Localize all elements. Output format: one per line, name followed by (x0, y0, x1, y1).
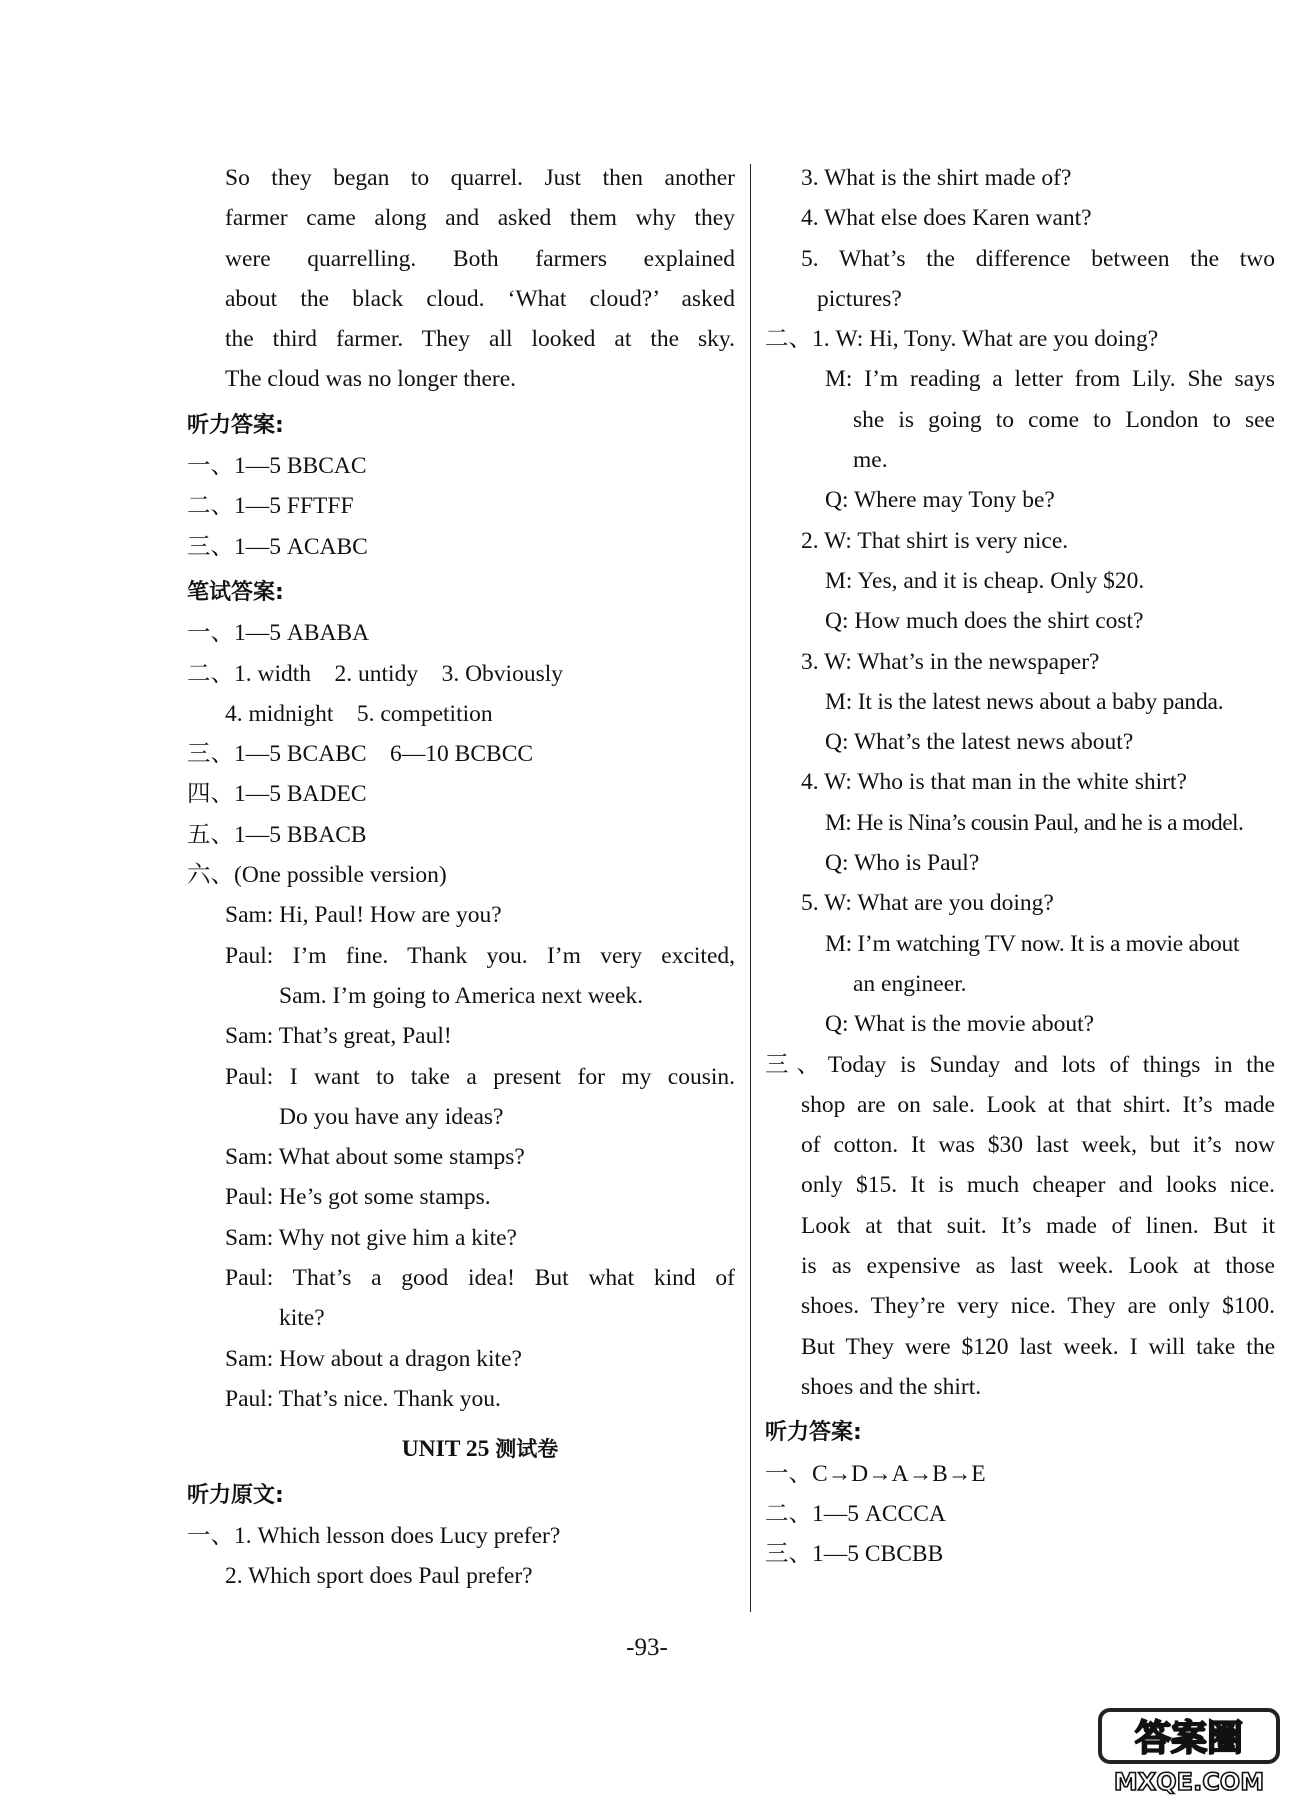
question-line: pictures? (817, 285, 902, 312)
passage-line: But They were $120 last week. I will take the (801, 1333, 1275, 1360)
answer-line: 4. midnight 5. competition (225, 700, 493, 727)
dialog-line: 二、1. W: Hi, Tony. What are you doing? (765, 326, 1159, 353)
watermark-top-text: 答案圈 (1134, 1718, 1244, 1759)
left-column (187, 158, 735, 1596)
dialog-line: Paul: I want to take a present for my cousin. (225, 1063, 735, 1090)
passage-line: Look at that suit. It’s made of linen. But it (801, 1212, 1275, 1239)
answer-line: 一、1—5 BBCAC (187, 453, 367, 480)
story-line: were quarrelling. Both farmers explained (225, 245, 735, 272)
watermark-logo (1094, 1706, 1284, 1798)
dialog-line: Sam: Hi, Paul! How are you? (225, 902, 502, 929)
dialog-line: M: It is the latest news about a baby panda. (825, 688, 1224, 715)
dialog-line: M: Yes, and it is cheap. Only $20. (825, 567, 1145, 594)
passage-line: only $15. It is much cheaper and looks nice. (801, 1172, 1275, 1199)
answer-line: 五、1—5 BBACB (187, 821, 367, 848)
story-line: The cloud was no longer there. (225, 366, 517, 393)
question-line: 5. What’s the difference between the two (801, 245, 1275, 272)
dialog-line: M: I’m reading a letter from Lily. She says (825, 366, 1275, 393)
story-line: the third farmer. They all looked at the sky. (225, 326, 735, 353)
answer-line: 三、1—5 ACABC (187, 533, 368, 560)
dialog-line: Q: How much does the shirt cost? (825, 608, 1144, 635)
story-line: farmer came along and asked them why they (225, 205, 735, 232)
listening-source-heading: 听力原文: (187, 1482, 284, 1508)
unit-title (225, 1429, 735, 1469)
dialog-line: Paul: That’s a good idea! But what kind of (225, 1265, 735, 1292)
right-column (765, 158, 1275, 1574)
page-number: -93- (626, 1634, 668, 1661)
answer-line: 三、1—5 CBCBB (765, 1541, 944, 1568)
dialog-line: Q: Where may Tony be? (825, 487, 1055, 514)
dialog-line: Do you have any ideas? (279, 1103, 504, 1130)
question-line: 4. What else does Karen want? (801, 205, 1092, 232)
dialog-line: M: He is Nina’s cousin Paul, and he is a model. (825, 809, 1244, 836)
answer-line: 二、1—5 ACCCA (765, 1500, 946, 1527)
dialog-line: 3. W: What’s in the newspaper? (801, 648, 1100, 675)
watermark-bottom-text: MXQE.COM (1113, 1768, 1265, 1796)
dialog-line: 2. W: That shirt is very nice. (801, 527, 1069, 554)
dialog-line: she is going to come to London to see (853, 406, 1275, 433)
story-line: about the black cloud. ‘What cloud?’ asked (225, 285, 735, 312)
column-divider (750, 164, 751, 1612)
dialog-line: an engineer. (853, 970, 967, 997)
source-line: 2. Which sport does Paul prefer? (225, 1563, 533, 1590)
dialog-line: Paul: That’s nice. Thank you. (225, 1385, 501, 1412)
source-line: 一、1. Which lesson does Lucy prefer? (187, 1522, 561, 1549)
passage-line: 三、Today is Sunday and lots of things in the (765, 1051, 1275, 1078)
answer-line: 二、1. width 2. untidy 3. Obviously (187, 660, 564, 687)
dialog-line: Sam: That’s great, Paul! (225, 1023, 452, 1050)
unit-title-en: UNIT 25 (401, 1436, 490, 1463)
question-line: 3. What is the shirt made of? (801, 165, 1072, 191)
story-line: So they began to quarrel. Just then another (225, 165, 735, 191)
dialog-line: me. (853, 447, 888, 474)
written-answers-heading: 笔试答案: (187, 579, 284, 605)
answer-line: 一、C→D→A→B→E (765, 1460, 986, 1487)
dialog-line: kite? (279, 1305, 325, 1332)
answer-line: 四、1—5 BADEC (187, 781, 367, 808)
dialog-line: M: I’m watching TV now. It is a movie about (825, 930, 1240, 957)
dialog-line: Paul: He’s got some stamps. (225, 1184, 491, 1211)
dialog-line: Paul: I’m fine. Thank you. I’m very excited, (225, 942, 735, 969)
dialog-line: 4. W: Who is that man in the white shirt? (801, 769, 1187, 796)
dialog-line: Q: What’s the latest news about? (825, 729, 1134, 756)
passage-line: shoes. They’re very nice. They are only $100. (801, 1293, 1275, 1320)
answer-line: 三、1—5 BCABC 6—10 BCBCC (187, 741, 534, 768)
passage-line: shoes and the shirt. (801, 1373, 982, 1400)
answer-line: 一、1—5 ABABA (187, 620, 370, 647)
dialog-line: Q: What is the movie about? (825, 1011, 1095, 1038)
dialog-line: Sam: Why not give him a kite? (225, 1224, 517, 1251)
answer-line: 二、1—5 FFTFF (187, 493, 354, 520)
unit-title-zh: 测试卷 (495, 1437, 559, 1462)
dialog-line: Sam: How about a dragon kite? (225, 1345, 522, 1372)
listening-answers-heading: 听力答案: (765, 1420, 862, 1446)
listening-answers-heading: 听力答案: (187, 412, 284, 438)
dialog-line: 5. W: What are you doing? (801, 890, 1054, 917)
passage-line: of cotton. It was $30 last week, but it’s now (801, 1132, 1275, 1159)
dialog-line: Sam: What about some stamps? (225, 1144, 525, 1171)
passage-line: is as expensive as last week. Look at those (801, 1253, 1275, 1280)
answer-line: 六、(One possible version) (187, 862, 447, 889)
dialog-line: Sam. I’m going to America next week. (279, 982, 644, 1009)
dialog-line: Q: Who is Paul? (825, 850, 980, 877)
passage-line: shop are on sale. Look at that shirt. It’s made (801, 1091, 1275, 1118)
